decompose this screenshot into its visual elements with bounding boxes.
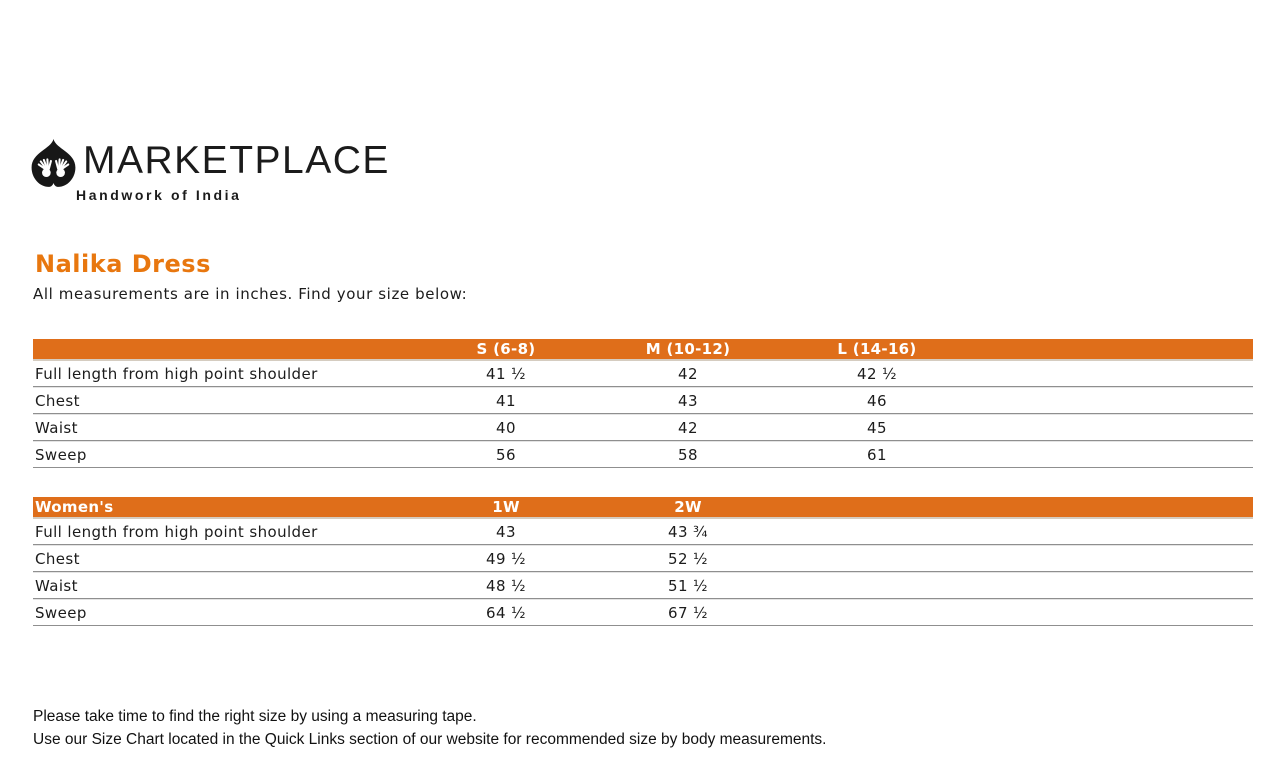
measurements-note: All measurements are in inches. Find your size below:: [33, 285, 468, 303]
row-filler: [967, 441, 1253, 468]
measurement-value: 41 ½: [423, 361, 589, 387]
row-filler: [967, 545, 1253, 572]
measurement-value: 64 ½: [423, 599, 589, 626]
row-filler: [967, 387, 1253, 414]
row-filler: [787, 519, 967, 545]
table-row: [33, 519, 1253, 545]
measurement-value: 51 ½: [589, 572, 787, 599]
row-filler: [787, 599, 967, 626]
size-col-header-m: M (10-12): [589, 339, 787, 361]
measurement-label: Sweep: [33, 441, 423, 468]
row-filler: [967, 599, 1253, 626]
measurement-label: Waist: [33, 414, 423, 441]
header-filler: [787, 497, 967, 519]
table-row: [33, 599, 1253, 626]
row-filler: [967, 414, 1253, 441]
row-filler: [967, 572, 1253, 599]
row-filler: [967, 519, 1253, 545]
measurement-value: 42: [589, 414, 787, 441]
measurement-value: 52 ½: [589, 545, 787, 572]
measurement-label: Full length from high point shoulder: [33, 519, 423, 545]
table-row: [33, 441, 1253, 468]
measurement-value: 56: [423, 441, 589, 468]
measurement-value: 43: [589, 387, 787, 414]
measurement-value: 61: [787, 441, 967, 468]
measurement-value: 46: [787, 387, 967, 414]
measurement-value: 48 ½: [423, 572, 589, 599]
table-row: [33, 361, 1253, 387]
womens-header-label: Women's: [33, 497, 423, 519]
measurement-value: 43 ¾: [589, 519, 787, 545]
measurement-label: Waist: [33, 572, 423, 599]
footer-note-2: Use our Size Chart located in the Quick Links section of our website for recommended size by body measurements.: [33, 731, 827, 748]
measurement-value: 41: [423, 387, 589, 414]
header-filler: [967, 339, 1253, 361]
product-title: Nalika Dress: [35, 250, 211, 278]
size-col-header-1w: 1W: [423, 497, 589, 519]
size-table-womens: [33, 497, 1253, 626]
footer-note-1: Please take time to find the right size by using a measuring tape.: [33, 708, 477, 725]
measurement-value: 40: [423, 414, 589, 441]
table-header-row: [33, 497, 1253, 519]
measurement-label: Chest: [33, 387, 423, 414]
measurement-value: 49 ½: [423, 545, 589, 572]
footer-notes: [33, 705, 826, 751]
marketplace-logo-icon: [30, 138, 77, 191]
brand-tagline: Handwork of India: [76, 187, 242, 203]
size-col-header-s: S (6-8): [423, 339, 589, 361]
measurement-label: Full length from high point shoulder: [33, 361, 423, 387]
measurement-value: 43: [423, 519, 589, 545]
size-col-header-l: L (14-16): [787, 339, 967, 361]
size-col-header-2w: 2W: [589, 497, 787, 519]
measurement-value: 45: [787, 414, 967, 441]
measurement-value: 58: [589, 441, 787, 468]
measurement-label: Chest: [33, 545, 423, 572]
measurement-label: Sweep: [33, 599, 423, 626]
size-table-corner: [33, 339, 423, 361]
table-row: [33, 387, 1253, 414]
table-header-row: [33, 339, 1253, 361]
measurement-value: 42: [589, 361, 787, 387]
measurement-value: 42 ½: [787, 361, 967, 387]
size-table-standard: [33, 339, 1253, 468]
header-filler: [967, 497, 1253, 519]
table-row: [33, 545, 1253, 572]
measurement-value: 67 ½: [589, 599, 787, 626]
row-filler: [787, 545, 967, 572]
table-row: [33, 414, 1253, 441]
row-filler: [967, 361, 1253, 387]
brand-name: MARKETPLACE: [83, 139, 390, 182]
row-filler: [787, 572, 967, 599]
table-row: [33, 572, 1253, 599]
